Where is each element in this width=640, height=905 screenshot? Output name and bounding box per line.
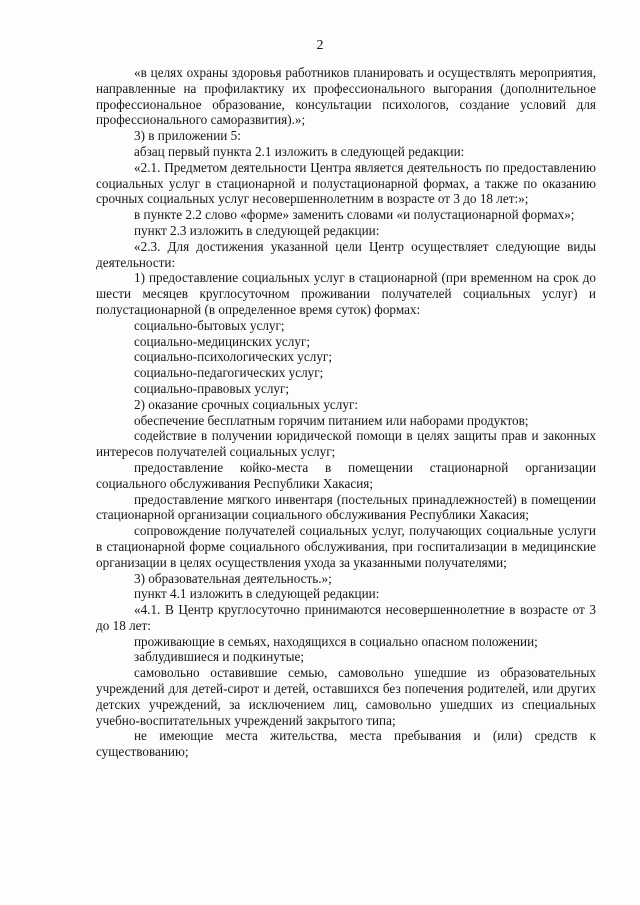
paragraph: содействие в получении юридической помощи в целях защиты прав и законных интересов получателей социальных услуг; [96,428,596,460]
list-item: социально-психологических услуг; [134,349,333,365]
paragraph: предоставление мягкого инвентаря (постельных принадлежностей) в помещении стационарной организации социального обслуживания Республики Хакасия; [96,491,596,523]
paragraph: 3) образовательная деятельность.»; [134,570,332,586]
paragraph: «2.3. Для достижения указанной цели Центр осуществляет следующие виды деятельности: [96,238,596,270]
paragraph: «2.1. Предметом деятельности Центра является деятельность по предоставлению социальных услуг в стационарной и полустационарной формах, а также по оказанию срочных социальных услуг несовершеннолетним в возрасте от 3 до 18 лет:»; [96,159,596,207]
paragraph: в пункте 2.2 слово «форме» заменить словами «и полустационарной формах»; [134,207,575,223]
list-item: социально-правовых услуг; [134,380,290,396]
paragraph: не имеющие места жительства, места пребывания и (или) средств к существованию; [96,728,596,760]
page-number: 2 [316,38,324,53]
paragraph: самовольно оставившие семью, самовольно ушедшие из образовательных учреждений для детей-сирот и детей, оставшихся без попечения родителей, или других детских учреждений, за исключением лиц, самовольно ушедших из специальных учебно-воспитательных учреждений закрытого типа; [96,665,596,728]
list-item: социально-педагогических услуг; [134,365,324,381]
paragraph: 2) оказание срочных социальных услуг: [134,396,359,412]
paragraph: 1) предоставление социальных услуг в стационарной (при временном на срок до шести месяцев круглосуточном проживании получателей социальных услуг) и полустационарной (в определенное время суток) формах: [96,270,596,317]
document-body [96,65,596,760]
paragraph: «4.1. В Центр круглосуточно принимаются несовершеннолетние в возрасте от 3 до 18 лет: [96,602,596,633]
paragraph: абзац первый пункта 2.1 изложить в следующей редакции: [134,143,465,159]
paragraph: пункт 2.3 изложить в следующей редакции: [134,222,380,238]
list-item: социально-медицинских услуг; [134,333,311,349]
paragraph: пункт 4.1 изложить в следующей редакции: [134,586,380,602]
paragraph: «в целях охраны здоровья работников планировать и осуществлять мероприятия, направленные на профилактику их профессионального выгорания (дополнительное профессиональное образование, консультации психологов, создание условий для профессионального саморазвития).»; [96,65,596,128]
paragraph: предоставление койко-места в помещении стационарной организации социального обслуживания Республики Хакасия; [96,459,596,491]
list-item: заблудившиеся и подкинутые; [134,649,304,665]
list-item: проживающие в семьях, находящихся в социально опасном положении; [134,633,538,649]
paragraph: сопровождение получателей социальных услуг, получающих социальные услуги в стационарной форме социального обслуживания, при госпитализации в медицинские организации в целях осуществления ухода за указанными получателями; [96,523,596,570]
list-item: социально-бытовых услуг; [134,317,285,333]
paragraph: 3) в приложении 5: [134,128,241,144]
list-item: обеспечение бесплатным горячим питанием или наборами продуктов; [134,412,529,428]
